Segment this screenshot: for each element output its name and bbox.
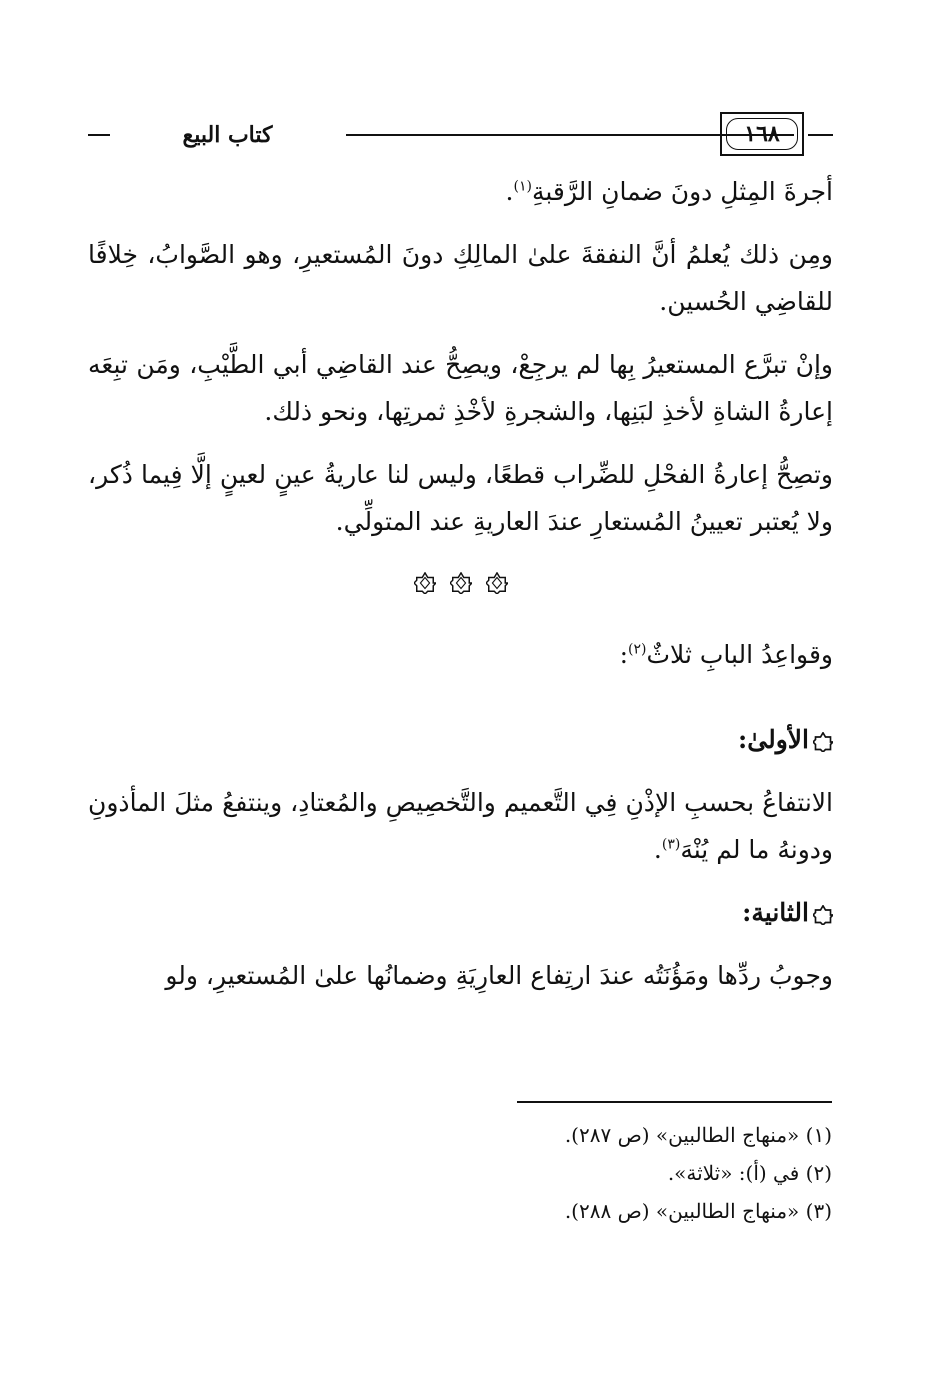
footnotes: [420, 1116, 832, 1230]
section-separator: [88, 563, 833, 603]
running-title: كتاب البيع: [182, 122, 273, 148]
footnote-ref[interactable]: (٣): [661, 836, 681, 853]
main-text: [88, 168, 833, 999]
octagram-star-icon: [450, 572, 472, 594]
page-number-frame: [720, 112, 804, 156]
footnote-ref[interactable]: (٢): [628, 641, 647, 658]
paragraph: وقواعِدُ البابِ ثلاثٌ$^{(٢)}$:: [619, 640, 833, 669]
paragraph: وتصِحُّ إعارةُ الفحْلِ للضِّراب قطعًا، وليس لنا عاريةُ عينٍ لعينٍ إلَّا فِيما ذُكر، ولا يُعتبر تعيينُ المُستعارِ عندَ العاريةِ عند المتولِّي.: [88, 460, 833, 536]
octagram-star-icon: [813, 732, 833, 752]
paragraph: الانتفاعُ بحسبِ الإذْنِ فِي التَّعميم والتَّخصِيصِ والمُعتادِ، وينتفعُ مثلَ المأذونِ ودونهُ ما لم يُنْهَ$^{(٣)}$.: [88, 788, 833, 864]
footnote-ref[interactable]: (١): [513, 178, 532, 195]
header-rule: [88, 134, 110, 136]
page-number: ١٦٨: [726, 118, 798, 150]
octagram-star-icon: [414, 572, 436, 594]
rule-heading-second: الثانية:: [88, 889, 833, 936]
octagram-star-icon: [813, 905, 833, 925]
page-header: [88, 110, 833, 160]
header-rule: [808, 134, 833, 136]
paragraph: وجوبُ ردِّها ومَؤُنَتُه عندَ ارتِفاع العارِيَةِ وضمانُها علىٰ المُستعيرِ، ولو: [165, 961, 833, 990]
paragraph: ومِن ذلك يُعلمُ أنَّ النفقةَ علىٰ المالِكِ دونَ المُستعيرِ، وهو الصَّوابُ، خِلافًا للقاضِي الحُسين.: [88, 240, 833, 316]
footnote-item: (٣) «منهاج الطالبين» (ص ٢٨٨).: [564, 1199, 832, 1223]
footnote-separator: [517, 1101, 832, 1103]
paragraph: أجرةَ المِثلِ دونَ ضمانِ الرَّقبةِ$^{(١)}$.: [505, 177, 833, 206]
paragraph: وإنْ تبرَّع المستعيرُ بِها لم يرجِعْ، ويصِحُّ عند القاضِي أبي الطَّيْبِ، ومَن تبِعَه إعارةُ الشاةِ لأخذِ لبَنِها، والشجرةِ لأخْذِ ثمرتِها، ونحو ذلك.: [88, 350, 833, 426]
octagram-star-icon: [486, 572, 508, 594]
rule-heading-first: الأولىٰ:: [88, 716, 833, 763]
footnote-item: (٢) في (أ): «ثلاثة».: [667, 1161, 832, 1185]
footnote-item: (١) «منهاج الطالبين» (ص ٢٨٧).: [564, 1123, 832, 1147]
